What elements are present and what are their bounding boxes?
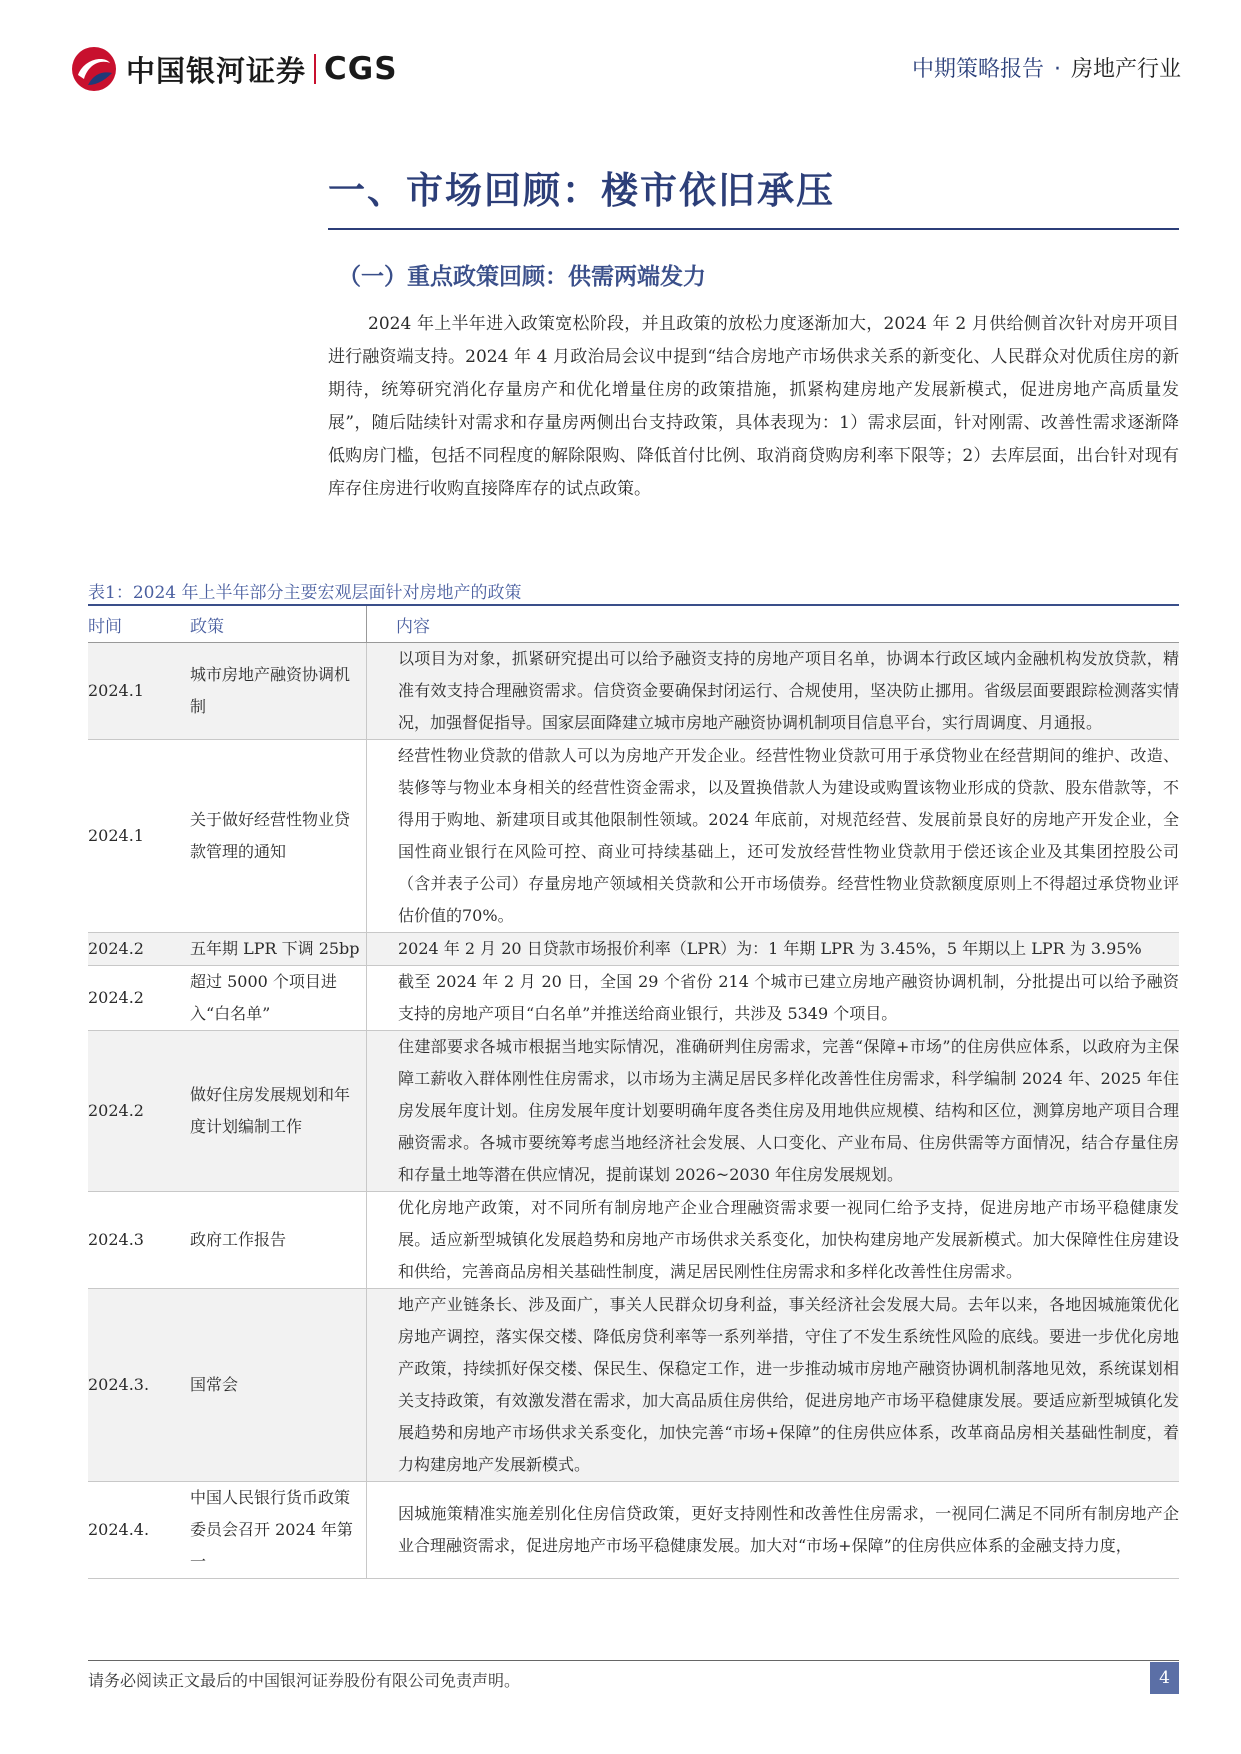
header-spacer	[366, 605, 396, 643]
policy-cell: 国常会	[190, 1289, 366, 1482]
policy-cell: 做好住房发展规划和年度计划编制工作	[190, 1031, 366, 1192]
policy-cell: 中国人民银行货币政策委员会召开 2024 年第一	[190, 1482, 366, 1579]
spacer-cell	[366, 1289, 396, 1482]
spacer-cell	[366, 1482, 396, 1579]
table-row	[88, 1482, 1179, 1579]
section-title: 一、市场回顾：楼市依旧承压	[328, 169, 835, 212]
company-logo	[70, 44, 398, 94]
policy-cell: 关于做好经营性物业贷款管理的通知	[190, 740, 366, 933]
content-cell: 以项目为对象，抓紧研究提出可以给予融资支持的房地产项目名单，协调本行政区域内金融机构发放贷款，精准有效支持合理融资需求。信贷资金要确保封闭运行、合规使用，坚决防止挪用。省级层面要跟踪检测落实情况，加强督促指导。国家层面降建立城市房地产融资协调机制项目信息平台，实行周调度、月通报。	[396, 643, 1179, 740]
table-row	[88, 966, 1179, 1031]
spacer-cell	[366, 966, 396, 1031]
spacer-cell	[366, 933, 396, 966]
spacer-cell	[366, 1031, 396, 1192]
table-row	[88, 643, 1179, 740]
time-cell: 2024.2	[88, 1031, 190, 1192]
table-row	[88, 1289, 1179, 1482]
time-cell: 2024.4.	[88, 1482, 190, 1579]
footer-disclaimer: 请务必阅读正文最后的中国银河证券股份有限公司免责声明。	[88, 1671, 521, 1690]
footer-rule	[88, 1660, 1179, 1661]
report-category	[912, 52, 1181, 83]
industry-label: 房地产行业	[1070, 57, 1181, 82]
page-header	[0, 0, 1241, 110]
table-row	[88, 1031, 1179, 1192]
time-cell: 2024.2	[88, 933, 190, 966]
report-type-label: 中期策略报告	[911, 57, 1044, 82]
logo-chinese-name: 中国银河证券	[126, 53, 307, 88]
table-row	[88, 740, 1179, 933]
policy-table	[88, 604, 1179, 1579]
spacer-cell	[366, 740, 396, 933]
time-cell: 2024.2	[88, 966, 190, 1031]
header-time: 时间	[88, 616, 122, 637]
policy-cell: 城市房地产融资协调机制	[190, 643, 366, 740]
table-header-row	[88, 605, 1179, 643]
header-content: 内容	[396, 616, 430, 637]
cgs-logo-icon	[70, 45, 118, 93]
time-cell: 2024.3	[88, 1192, 190, 1289]
content-cell: 优化房地产政策，对不同所有制房地产企业合理融资需求要一视同仁给予支持，促进房地产市场平稳健康发展。适应新型城镇化发展趋势和房地产市场供求关系变化，加快构建房地产发展新模式。加大保障性住房建设和供给，完善商品房相关基础性制度，满足居民刚性住房需求和多样化改善性住房需求。	[396, 1192, 1179, 1289]
table-row	[88, 1192, 1179, 1289]
policy-cell: 五年期 LPR 下调 25bp	[190, 933, 366, 966]
table-caption: 表1：2024 年上半年部分主要宏观层面针对房地产的政策	[88, 583, 522, 603]
policy-cell: 政府工作报告	[190, 1192, 366, 1289]
time-cell: 2024.1	[88, 740, 190, 933]
content-cell: 截至 2024 年 2 月 20 日，全国 29 个省份 214 个城市已建立房地产融资协调机制，分批提出可以给予融资支持的房地产项目“白名单”并推送给商业银行，共涉及 5349 个项目。	[396, 966, 1179, 1031]
table-row	[88, 933, 1179, 966]
spacer-cell	[366, 1192, 396, 1289]
spacer-cell	[366, 643, 396, 740]
content-cell: 因城施策精准实施差别化住房信贷政策，更好支持刚性和改善性住房需求，一视同仁满足不同所有制房地产企业合理融资需求，促进房地产市场平稳健康发展。加大对“市场+保障”的住房供应体系的金融支持力度，	[396, 1482, 1179, 1579]
section-title-rule	[328, 228, 1179, 230]
content-cell: 住建部要求各城市根据当地实际情况，准确研判住房需求，完善“保障+市场”的住房供应体系，以政府为主保障工薪收入群体刚性住房需求，以市场为主满足居民多样化改善性住房需求，科学编制 2024 年、2025 年住房发展年度计划。住房发展年度计划要明确年度各类住房及用地供应规模、结构和区位，测算房地产项目合理融资需求。各城市要统筹考虑当地经济社会发展、人口变化、产业布局、住房供需等方面情况，结合存量住房和存量土地等潜在供应情况，提前谋划 2026~2030 年住房发展规划。	[396, 1031, 1179, 1192]
logo-english-name: CGS	[324, 51, 398, 87]
logo-divider	[314, 54, 316, 84]
header-policy: 政策	[190, 616, 224, 637]
body-paragraph: 2024 年上半年进入政策宽松阶段，并且政策的放松力度逐渐加大，2024 年 2 月供给侧首次针对房开项目进行融资端支持。2024 年 4 月政治局会议中提到“结合房地产市场供求关系的新变化、人民群众对优质住房的新期待，统筹研究消化存量房产和优化增量住房的政策措施，抓紧构建房地产发展新模式，促进房地产高质量发展”，随后陆续针对需求和存量房两侧出台支持政策，具体表现为：1）需求层面，针对刚需、改善性需求逐渐降低购房门槛，包括不同程度的解除限购、降低首付比例、取消商贷购房利率下限等；2）去库层面，出台针对现有库存住房进行收购直接降库存的试点政策。	[328, 314, 1179, 499]
page-number: 4	[1150, 1662, 1179, 1694]
subsection-title: （一）重点政策回顾：供需两端发力	[338, 264, 706, 290]
content-cell: 地产产业链条长、涉及面广，事关人民群众切身利益，事关经济社会发展大局。去年以来，各地因城施策优化房地产调控，落实保交楼、降低房贷利率等一系列举措，守住了不发生系统性风险的底线。要进一步优化房地产政策，持续抓好保交楼、保民生、保稳定工作，进一步推动城市房地产融资协调机制落地见效，系统谋划相关支持政策，有效激发潜在需求，加大高品质住房供给，促进房地产市场平稳健康发展。要适应新型城镇化发展趋势和房地产市场供求关系变化，加快完善“市场+保障”的住房供应体系，改革商品房相关基础性制度，着力构建房地产发展新模式。	[396, 1289, 1179, 1482]
content-cell: 2024 年 2 月 20 日贷款市场报价利率（LPR）为：1 年期 LPR 为 3.45%，5 年期以上 LPR 为 3.95%	[396, 933, 1179, 966]
header-separator: ·	[1053, 57, 1061, 82]
time-cell: 2024.3.	[88, 1289, 190, 1482]
time-cell: 2024.1	[88, 643, 190, 740]
content-cell: 经营性物业贷款的借款人可以为房地产开发企业。经营性物业贷款可用于承贷物业在经营期间的维护、改造、装修等与物业本身相关的经营性资金需求，以及置换借款人为建设或购置该物业形成的贷款、股东借款等，不得用于购地、新建项目或其他限制性领域。2024 年底前，对规范经营、发展前景良好的房地产开发企业，全国性商业银行在风险可控、商业可持续基础上，还可发放经营性物业贷款用于偿还该企业及其集团控股公司（含并表子公司）存量房地产领域相关贷款和公开市场债券。经营性物业贷款额度原则上不得超过承贷物业评估价值的70%。	[396, 740, 1179, 933]
policy-cell: 超过 5000 个项目进入“白名单”	[190, 966, 366, 1031]
